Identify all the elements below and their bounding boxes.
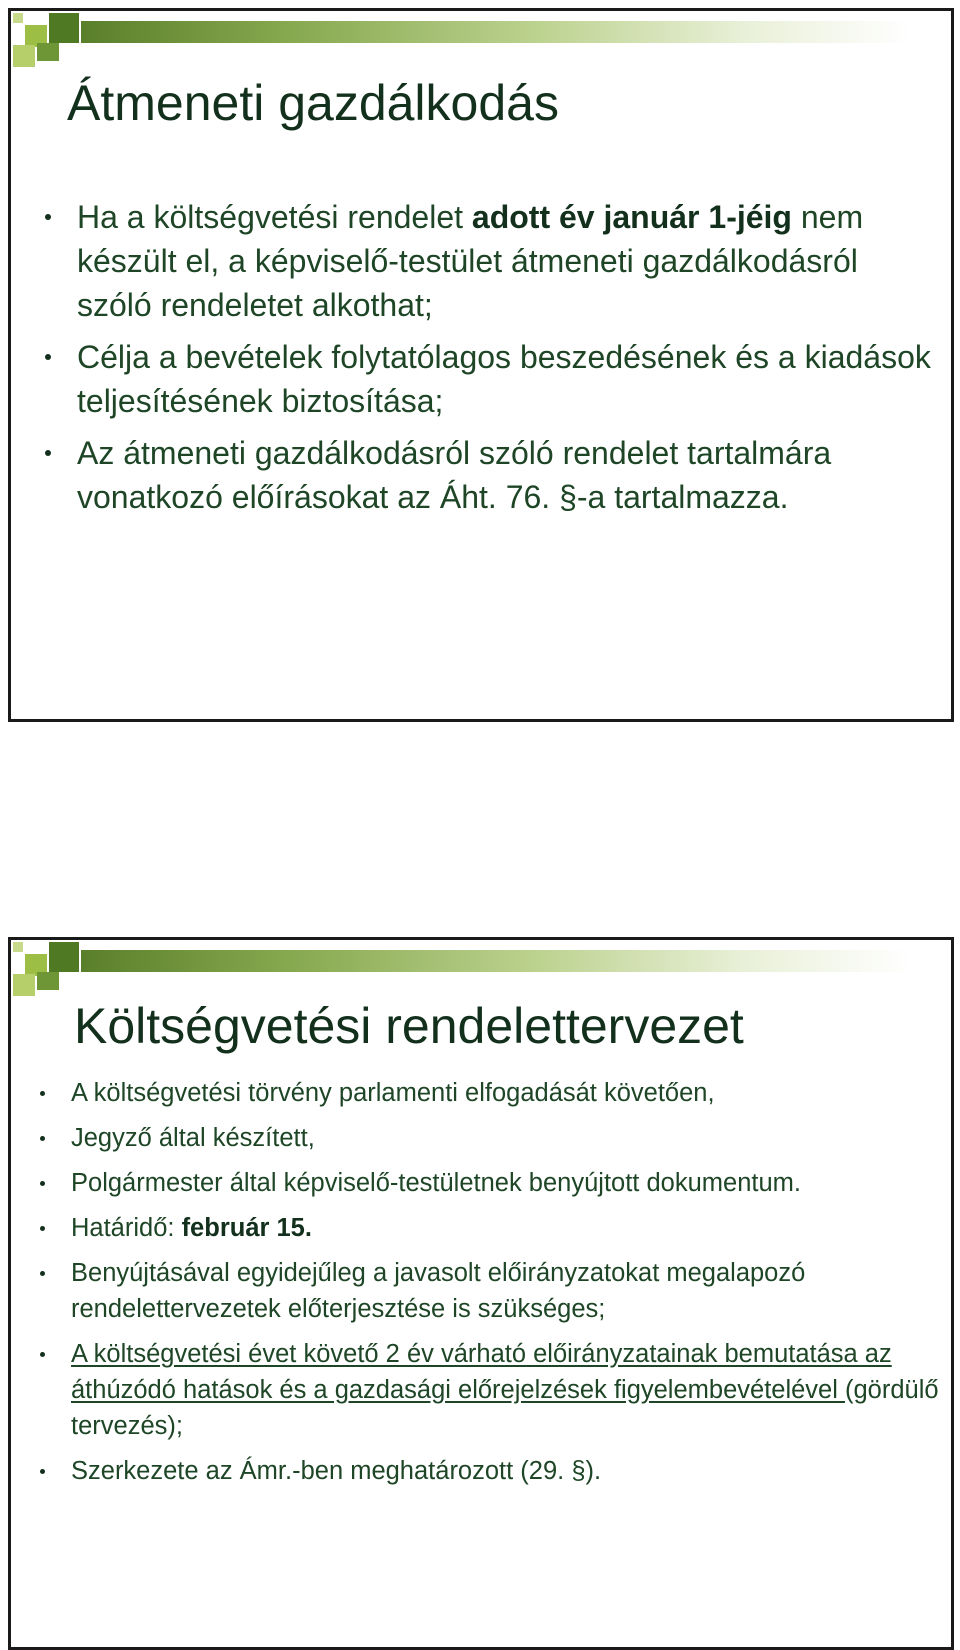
- bullet-text: Célja a bevételek folytatólagos beszedésének és a kiadások teljesítésének biztosítása;: [77, 339, 931, 419]
- bullet-text: nem készült el, a képviselő-testület átmeneti gazdálkodásról szóló rendeletet alkothat;: [77, 199, 864, 323]
- deadline-date: február 15.: [181, 1214, 312, 1242]
- slide-1: [8, 8, 954, 722]
- bullet-dot-icon: [40, 1181, 45, 1186]
- bullet-text: A költségvetési törvény parlamenti elfogadását követően,: [71, 1079, 715, 1107]
- bullet-dot-icon: [40, 1271, 45, 1276]
- bullet-text: (gördülő tervezés);: [71, 1376, 939, 1440]
- bullet-dot-icon: [40, 1136, 45, 1141]
- slide-2: [8, 937, 954, 1650]
- green-squares-decoration-icon: [11, 11, 951, 71]
- bullet-text: Szerkezete az Ámr.-ben meghatározott (29. §).: [71, 1457, 602, 1485]
- bullet-text: Benyújtásával egyidejűleg a javasolt előirányzatokat megalapozó rendelettervezetek előterjesztése is szükséges;: [71, 1259, 806, 1323]
- list-item: [71, 1255, 941, 1327]
- bullet-bold-text: adott év január 1-jéig: [471, 199, 792, 235]
- list-item: [71, 1075, 941, 1111]
- slide-title: Átmeneti gazdálkodás: [67, 75, 559, 131]
- green-squares-decoration-icon: [11, 940, 951, 1000]
- bullet-dot-icon: [40, 1226, 45, 1231]
- bullet-list: [77, 195, 937, 527]
- bullet-text: Határidő:: [71, 1214, 182, 1242]
- list-item: [77, 195, 937, 327]
- bullet-dot-icon: [45, 214, 51, 220]
- bullet-text: Polgármester által képviselő-testületnek benyújtott dokumentum.: [71, 1169, 801, 1197]
- bullet-text: Az átmeneti gazdálkodásról szóló rendelet tartalmára vonatkozó előírásokat az Áht. 76. §-a tartalmazza.: [77, 435, 832, 515]
- underlined-text: A költségvetési évet követő 2 év várható előirányzatainak bemutatása az áthúzódó hatások és a gazdasági előrejelzések figyelembevételével: [71, 1340, 892, 1404]
- list-item: [71, 1120, 941, 1156]
- bullet-dot-icon: [45, 354, 51, 360]
- list-item: [77, 431, 937, 519]
- bullet-dot-icon: [40, 1469, 45, 1474]
- bullet-list: [71, 1075, 941, 1498]
- list-item: [77, 335, 937, 423]
- list-item: [71, 1210, 941, 1246]
- bullet-dot-icon: [40, 1352, 45, 1357]
- bullet-dot-icon: [40, 1091, 45, 1096]
- bullet-text: Jegyző által készített,: [71, 1124, 315, 1152]
- bullet-dot-icon: [45, 450, 51, 456]
- list-item: [71, 1453, 941, 1489]
- bullet-text: Ha a költségvetési rendelet: [77, 199, 472, 235]
- list-item: [71, 1336, 941, 1444]
- list-item: [71, 1165, 941, 1201]
- slide-title: Költségvetési rendelettervezet: [74, 998, 744, 1054]
